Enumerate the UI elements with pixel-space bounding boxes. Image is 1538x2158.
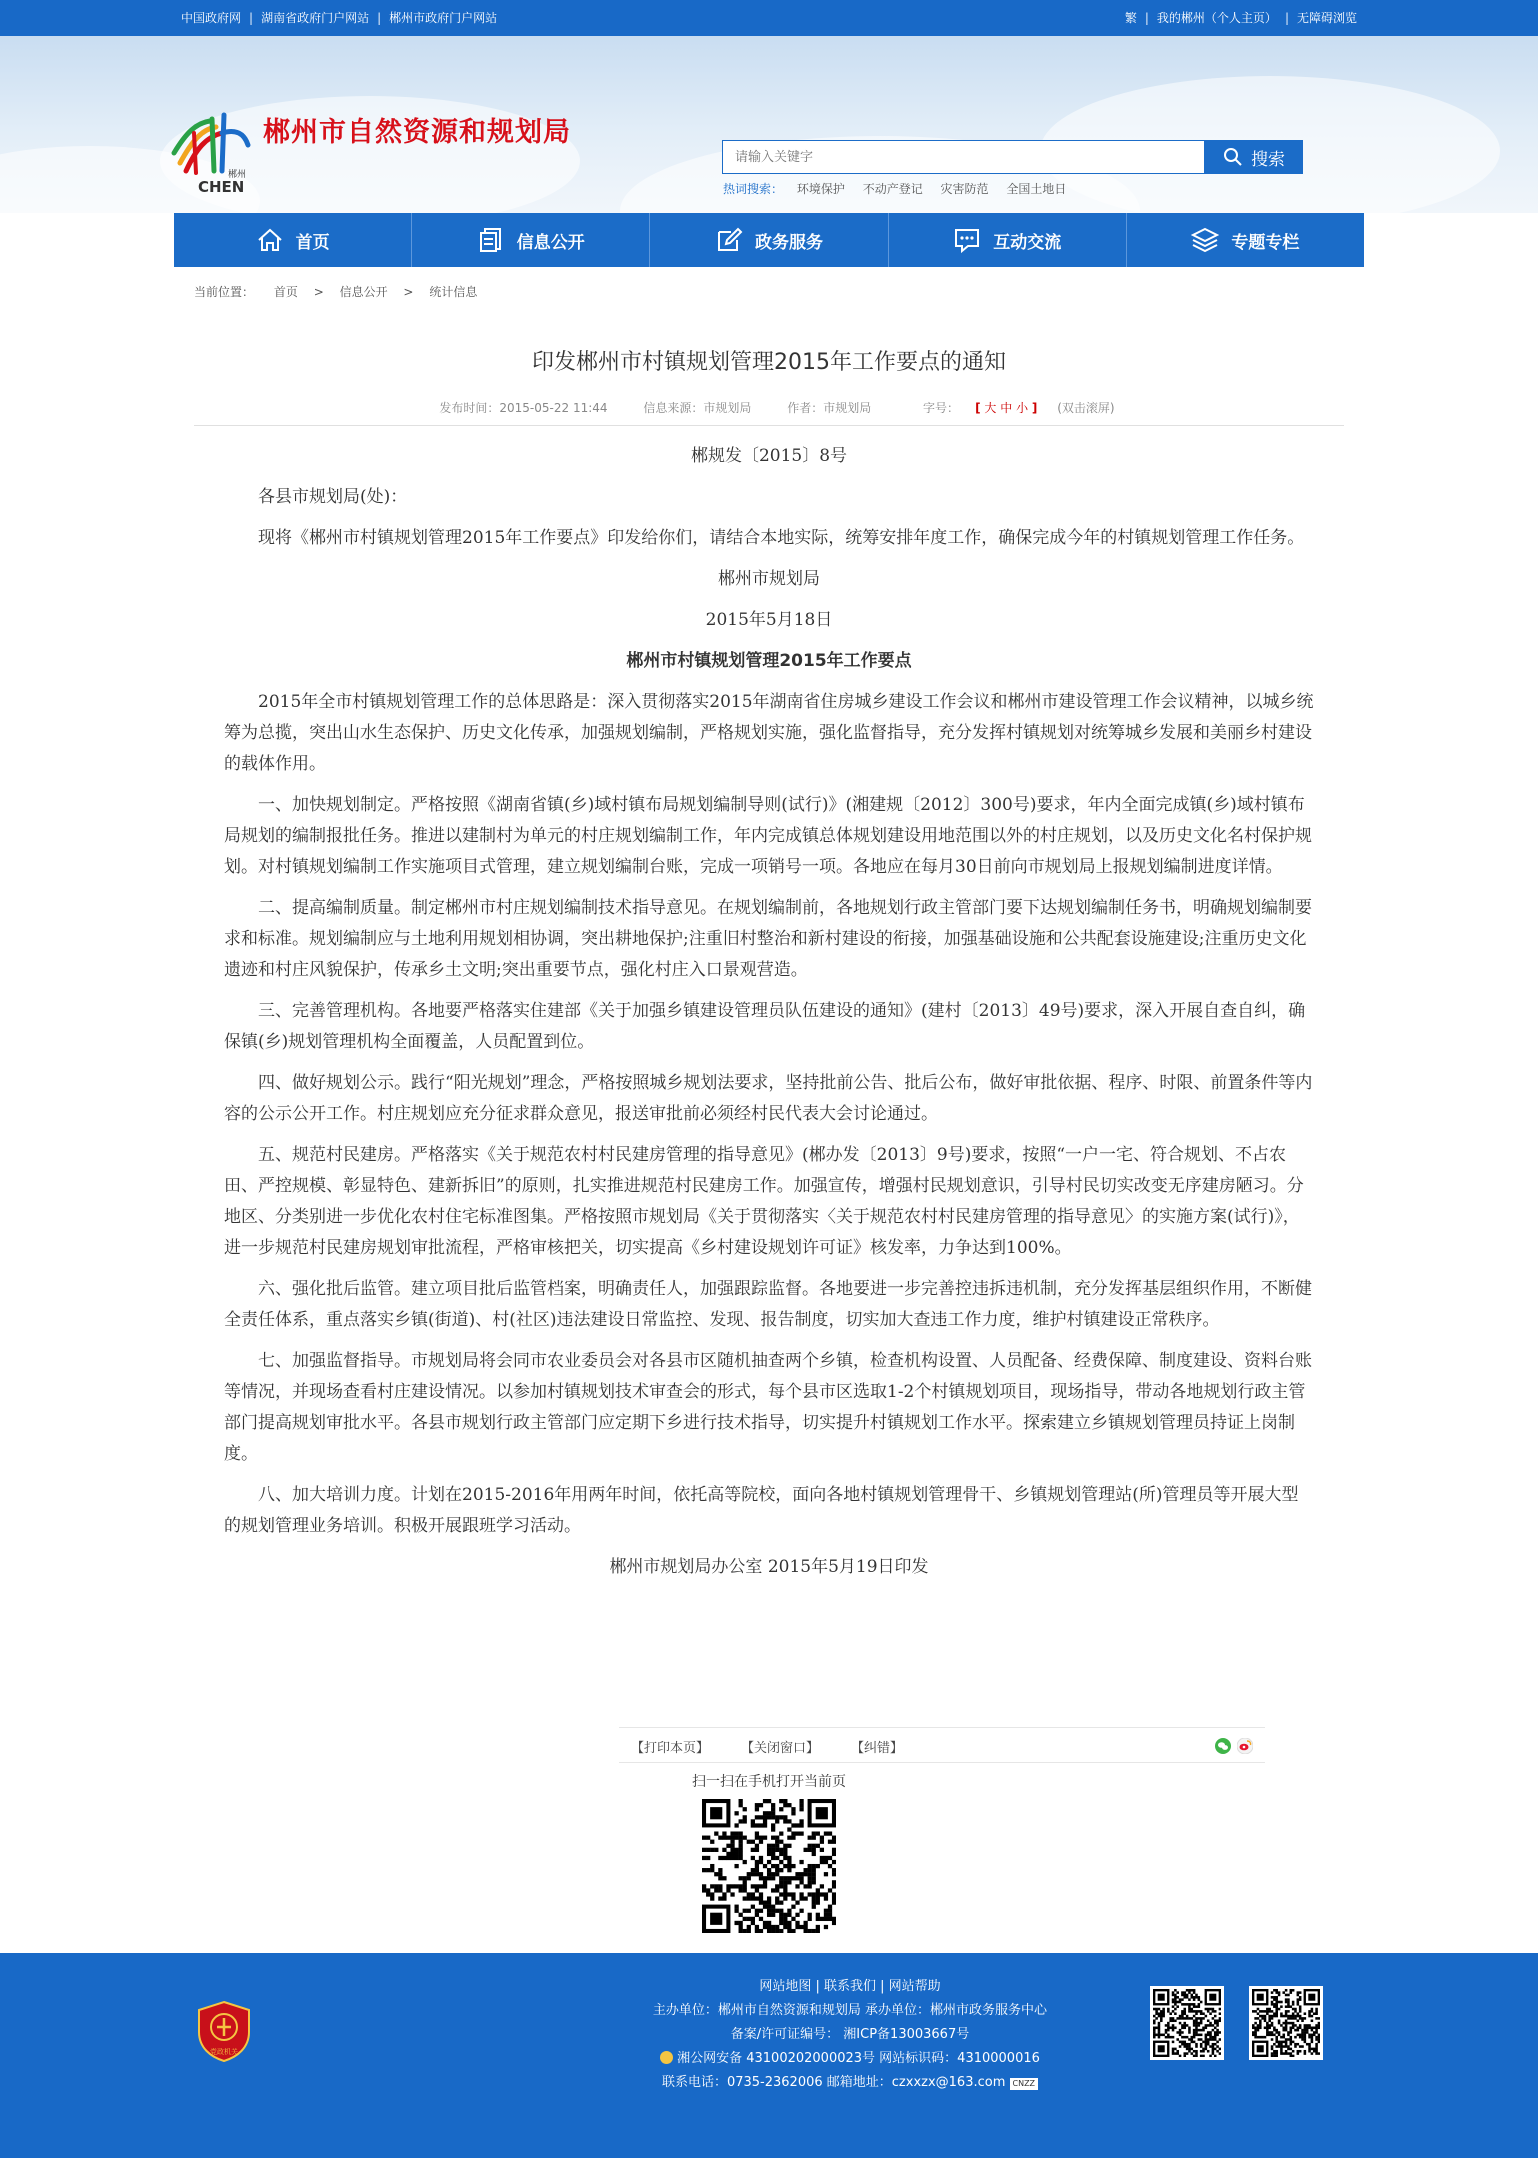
close-window-button[interactable]: 【关闭窗口】 xyxy=(741,1741,820,1756)
nav-item-home[interactable] xyxy=(174,213,412,267)
closing-line: 郴州市规划局办公室 2015年5月19日印发 xyxy=(609,1557,929,1577)
article-body xyxy=(224,441,1314,1593)
article-paragraph: 四、做好规划公示。践行“阳光规划”理念，严格按照城乡规划法要求，坚持批前公告、批后公布，做好审批依据、程序、时限、前置条件等内容的公示公开工作。村庄规划应充分征求群众意见，报送审批前必须经村民代表大会讨论通过。 xyxy=(224,1073,1313,1124)
nav-label: 专题专栏 xyxy=(1231,232,1300,253)
site-name[interactable]: 郴州市自然资源和规划局 xyxy=(263,117,571,148)
article-paragraph: 三、完善管理机构。各地要严格落实住建部《关于加强乡镇建设管理员队伍建设的通知》(建村〔2013〕49号)要求，深入开展自查自纠，确保镇(乡)规划管理机构全面覆盖，人员配置到位。 xyxy=(224,1001,1306,1052)
article-meta xyxy=(174,399,1364,416)
article-subtitle: 郴州市村镇规划管理2015年工作要点 xyxy=(626,651,912,671)
report-error-button[interactable]: 【纠错】 xyxy=(851,1741,904,1756)
breadcrumb-separator: > xyxy=(313,285,324,299)
article-paragraph: 八、加大培训力度。计划在2015-2016年用两年时间，依托高等院校，面向各地村镇规划管理骨干、乡镇规划管理站(所)管理员等开展大型的规划管理业务培训。积极开展跟班学习活动。 xyxy=(224,1485,1299,1536)
my-homepage-link[interactable]: 我的郴州（个人主页） xyxy=(1156,11,1277,25)
search-button[interactable] xyxy=(1205,140,1303,174)
site-header xyxy=(0,36,1538,213)
party-emblem-icon xyxy=(197,2000,251,2062)
nav-label: 互动交流 xyxy=(993,232,1062,253)
hot-keywords xyxy=(723,180,1080,197)
issuer: 郴州市规划局 xyxy=(718,569,820,589)
app-qr-code-icon xyxy=(1252,1989,1320,2057)
salutation: 各县市规划局(处)： xyxy=(258,487,408,507)
article-paragraph: 一、加快规划制定。严格按照《湖南省镇(乡)域村镇布局规划编制导则(试行)》(湘建规〔2012〕300号)要求，年内全面完成镇(乡)域村镇布局规划的编制报批任务。推进以建制村为单元的村庄规划编制工作，年内完成镇总体规划建设用地范围以外的村庄规划，以及历史文化名村保护规划。对村镇规划编制工作实施项目式管理，建立规划编制台账，完成一项销号一项。各地应在每月30日前向市规划局上报规划编制进度详情。 xyxy=(224,795,1312,877)
weibo-icon[interactable] xyxy=(1237,1738,1253,1754)
top-bar xyxy=(0,0,1538,36)
double-click-scroll[interactable]: (双击滚屏) xyxy=(1057,401,1115,415)
article-tools xyxy=(619,1727,1265,1763)
article-paragraph: 二、提高编制质量。制定郴州市村庄规划编制技术指导意见。在规划编制前，各地规划行政主管部门要下达规划编制任务书，明确规划编制要求和标准。规划编制应与土地利用规划相协调，突出耕地保护;注重旧村整治和新村建设的衔接，加强基础设施和公共配套设施建设;注重历史文化遗迹和村庄风貌保护，传承乡土文明;突出重要节点，强化村庄入口景观营造。 xyxy=(224,898,1312,980)
footer-links[interactable]: 网站地图 | 联系我们 | 网站帮助 xyxy=(759,1979,941,1994)
nav-item-topics[interactable] xyxy=(1127,213,1364,267)
home-icon xyxy=(256,226,284,254)
font-size-controls: 字号： [ 大 中 小 ] xyxy=(923,401,1038,415)
article-paragraph: 现将《郴州市村镇规划管理2015年工作要点》印发给你们，请结合本地实际，统筹安排年度工作，确保完成今年的村镇规划管理工作任务。 xyxy=(258,528,1305,548)
link-gov-cn[interactable]: 中国政府网 xyxy=(181,11,242,25)
hot-keyword[interactable]: 不动产登记 xyxy=(862,182,923,196)
breadcrumb-label: 当前位置： xyxy=(194,285,255,299)
logo-graphic-icon xyxy=(166,93,256,203)
doc-number: 郴规发〔2015〕8号 xyxy=(690,446,848,466)
hot-keyword[interactable]: 灾害防范 xyxy=(940,182,989,196)
accessibility-link[interactable]: 无障碍浏览 xyxy=(1296,11,1357,25)
nav-item-interaction[interactable] xyxy=(889,213,1127,267)
main-content xyxy=(174,267,1364,1953)
nav-label: 首页 xyxy=(295,232,330,253)
footer-qr-code-1 xyxy=(1150,1986,1224,2060)
hot-keyword[interactable]: 全国土地日 xyxy=(1006,182,1067,196)
publish-time: 发布时间：2015-05-22 11:44 xyxy=(439,401,608,415)
site-footer xyxy=(0,1953,1538,2158)
footer-qr-code-2 xyxy=(1249,1986,1323,2060)
search-button-label: 搜索 xyxy=(1251,149,1285,170)
article-paragraph: 六、强化批后监管。建立项目批后监管档案，明确责任人，加强跟踪监督。各地要进一步完善控违拆违机制，充分发挥基层组织作用，不断健全责任体系，重点落实乡镇(街道)、村(社区)违法建设日常监控、发现、报告制度，切实加大查违工作力度，维护村镇建设正常秩序。 xyxy=(224,1279,1312,1330)
breadcrumb xyxy=(194,283,477,300)
emblem-label: 党政机关 xyxy=(210,2048,238,2056)
main-nav xyxy=(174,213,1364,267)
link-hunan-gov[interactable]: 湖南省政府门户网站 xyxy=(261,11,370,25)
police-badge-icon xyxy=(660,2051,673,2064)
traditional-chinese-link[interactable]: 繁 xyxy=(1124,11,1137,25)
breadcrumb-stats[interactable]: 统计信息 xyxy=(429,285,478,299)
article-title: 印发郴州市村镇规划管理2015年工作要点的通知 xyxy=(532,350,1006,375)
footer-contact: 联系电话：0735-2362006 邮箱地址：czxxzx@163.com CNZZ xyxy=(630,2071,1070,2095)
chat-icon xyxy=(953,226,981,254)
edit-icon xyxy=(715,226,743,254)
hot-keywords-label: 热词搜索： xyxy=(723,182,784,196)
breadcrumb-separator: > xyxy=(403,285,414,299)
qr-code-label: 扫一扫在手机打开当前页 xyxy=(692,1774,846,1790)
footer-police: 湘公网安备 43100202000023号 网站标识码：4310000016 xyxy=(630,2047,1070,2071)
font-size-large[interactable]: 大 xyxy=(984,401,997,415)
article-paragraph: 2015年全市村镇规划管理工作的总体思路是：深入贯彻落实2015年湖南省住房城乡建设工作会议和郴州市建设管理工作会议精神，以城乡统筹为总揽，突出山水生态保护、历史文化传承，加强规划编制，严格规划实施，强化监督指导，充分发挥村镇规划对统筹城乡发展和美丽乡村建设的载体作用。 xyxy=(224,692,1314,774)
hot-keyword[interactable]: 环境保护 xyxy=(796,182,845,196)
footer-sponsor: 主办单位：郴州市自然资源和规划局 承办单位：郴州市政务服务中心 xyxy=(652,2003,1048,2018)
nav-label: 信息公开 xyxy=(516,232,585,253)
party-government-emblem[interactable] xyxy=(197,2000,251,2062)
search-input[interactable] xyxy=(722,140,1205,174)
nav-label: 政务服务 xyxy=(755,232,823,253)
nav-item-services[interactable] xyxy=(650,213,888,267)
issue-date: 2015年5月18日 xyxy=(705,610,833,630)
share-buttons xyxy=(1215,1738,1253,1754)
meta-divider xyxy=(194,425,1344,426)
footer-info xyxy=(630,1975,1070,2095)
top-links-left: 中国政府网 | 湖南省政府门户网站 | 郴州市政府门户网站 xyxy=(181,11,498,25)
search-icon xyxy=(1223,147,1243,167)
logo-small-text: 郴州 xyxy=(228,170,247,180)
top-links-right: 繁 | 我的郴州（个人主页） | 无障碍浏览 xyxy=(1124,11,1357,25)
breadcrumb-info[interactable]: 信息公开 xyxy=(339,285,388,299)
wechat-icon[interactable] xyxy=(1215,1738,1231,1754)
page-qr-code-icon xyxy=(702,1799,836,1933)
document-icon xyxy=(477,226,505,254)
article-paragraph: 七、加强监督指导。市规划局将会同市农业委员会对各县市区随机抽查两个乡镇，检查机构设置、人员配备、经费保障、制度建设、资料台账等情况，并现场查看村庄建设情况。以参加村镇规划技术审查会的形式，每个县市区选取1-2个村镇规划项目，现场指导，带动各地规划行政主管部门提高规划审批水平。各县市规划行政主管部门应定期下乡进行技术指导，切实提升村镇规划工作水平。探索建立乡镇规划管理员持证上岗制度。 xyxy=(224,1351,1312,1464)
author: 作者：市规划局 xyxy=(787,401,872,415)
link-chenzhou-gov[interactable]: 郴州市政府门户网站 xyxy=(389,11,498,25)
cnzz-badge[interactable]: CNZZ xyxy=(1010,2078,1039,2090)
print-button[interactable]: 【打印本页】 xyxy=(631,1741,710,1756)
font-size-small[interactable]: 小 xyxy=(1016,401,1029,415)
layers-icon xyxy=(1191,226,1219,254)
nav-item-info[interactable] xyxy=(412,213,650,267)
font-size-medium[interactable]: 中 xyxy=(1000,401,1013,415)
wechat-qr-code-icon xyxy=(1153,1989,1221,2057)
info-source: 信息来源：市规划局 xyxy=(643,401,752,415)
breadcrumb-home[interactable]: 首页 xyxy=(273,285,298,299)
footer-icp[interactable]: 备案/许可证编号： 湘ICP备13003667号 xyxy=(730,2027,970,2042)
logo-big-text: CHEN xyxy=(198,178,245,196)
site-logo[interactable] xyxy=(166,93,256,203)
article-paragraph: 五、规范村民建房。严格落实《关于规范农村村民建房管理的指导意见》(郴办发〔2013〕9号)要求，按照“一户一宅、符合规划、不占农田、严控规模、彰显特色、建新拆旧”的原则，扎实推进规范村民建房工作。加强宣传，增强村民规划意识，引导村民切实改变无序建房陋习。分地区、分类别进一步优化农村住宅标准图集。严格按照市规划局《关于贯彻落实〈关于规范农村村民建房管理的指导意见〉的实施方案(试行)》，进一步规范村民建房规划审批流程，严格审核把关，切实提高《乡村建设规划许可证》核发率，力争达到100%。 xyxy=(224,1145,1304,1258)
